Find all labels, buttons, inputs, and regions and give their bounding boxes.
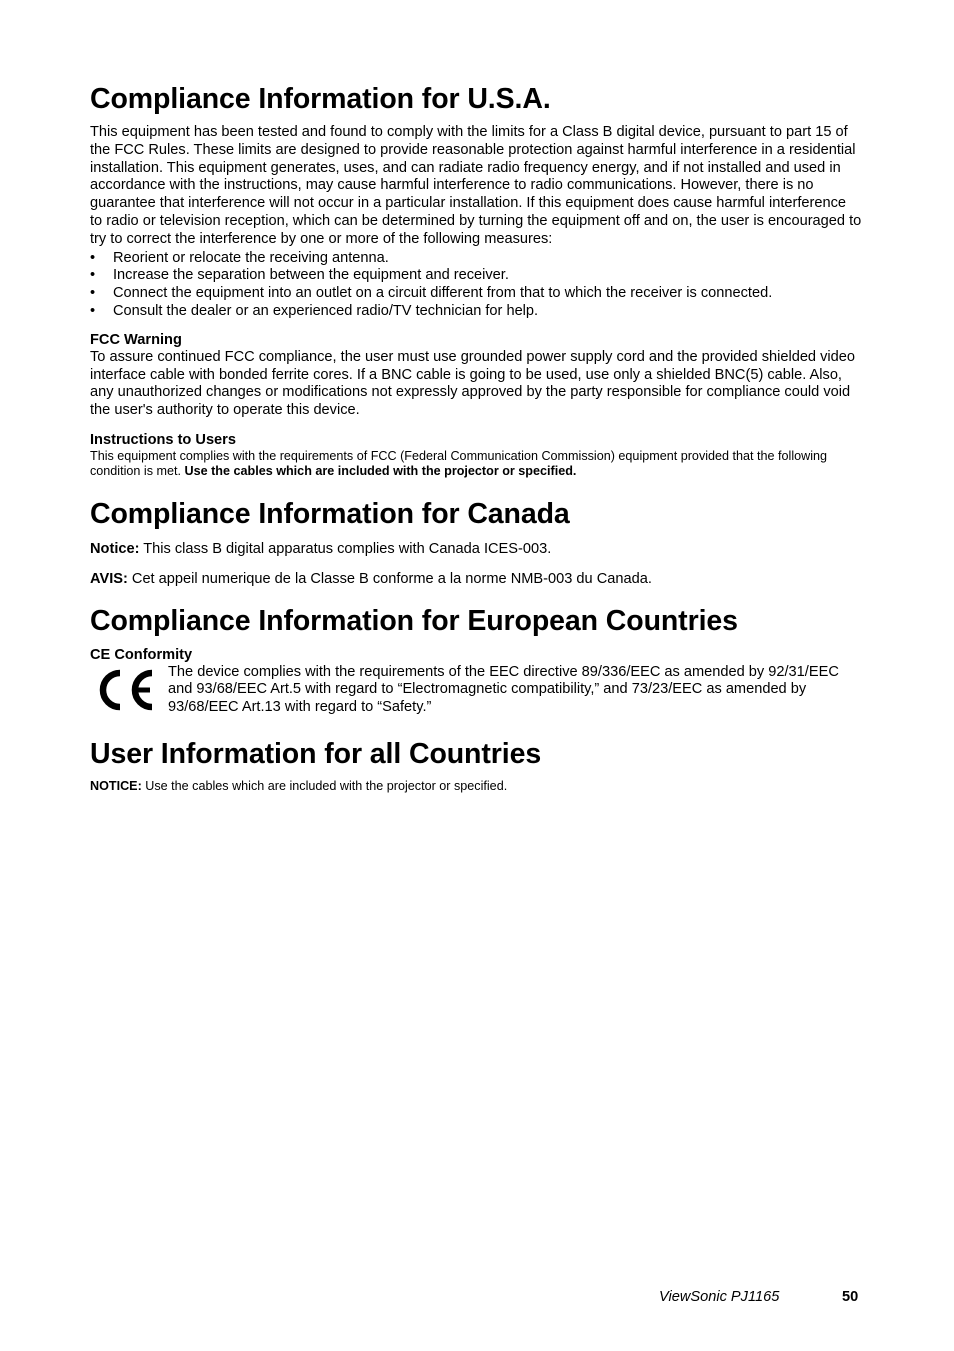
ce-conformity-paragraph: The device complies with the requirements of the EEC directive 89/336/EEC as amended by 92/31/EEC and 93/68/EEC Art.5 with regard to “Electromagnetic compatibility,” and 73/23/EEC as amended by 93/68/EEC Art.13 with regard to “Safety.” [168, 663, 839, 716]
ce-conformity-block [90, 664, 862, 718]
heading-canada: Compliance Information for Canada [90, 497, 570, 530]
ce-conformity-heading: CE Conformity [90, 646, 193, 663]
usa-measures-list [90, 250, 862, 321]
instructions-bold-text: Use the cables which are included with the projector or specified. [184, 464, 577, 479]
instructions-paragraph: This equipment complies with the requirements of FCC (Federal Communication Commission) equipment provided that the following condition is met. Use the cables which are included with the projector or specified. [90, 448, 828, 479]
list-item: • Increase the separation between the equipment and receiver. [90, 267, 509, 284]
usa-intro-paragraph: This equipment has been tested and found to comply with the limits for a Class B digital device, pursuant to part 15 of the FCC Rules. These limits are designed to provide reasonable protection against harmful interference in a residential installation. This equipment generates, uses, and can radiate radio frequency energy, and if not installed and used in accordance with the instructions, may cause harmful interference to radio communications. However, there is no guarantee that interference will not occur in a particular installation. If this equipment does cause harmful interference to radio or television reception, which can be determined by turning the equipment off and on, the user is encouraged to try to correct the interference by one or more of the following measures: [90, 124, 862, 247]
list-item: • Reorient or relocate the receiving antenna. [90, 249, 389, 266]
bullet-icon: • [90, 267, 96, 284]
canada-avis: AVIS: Cet appeil numerique de la Classe B conforme a la norme NMB-003 du Canada. [90, 570, 652, 587]
heading-usa: Compliance Information for U.S.A. [90, 83, 551, 115]
ce-mark-icon [92, 666, 156, 714]
fcc-warning-paragraph: To assure continued FCC compliance, the user must use grounded power supply cord and the provided shielded video interface cable with bonded ferrite cores. If a BNC cable is going to be used, use only a shielded BNC(5) cable. Also, any unauthorized changes or modifications not expressly approved by the party responsible for compliance could void the user's authority to operate this device. [90, 348, 855, 419]
all-countries-notice: NOTICE: Use the cables which are included with the projector or specified. [90, 778, 508, 793]
heading-all-countries: User Information for all Countries [90, 737, 542, 770]
page-footer [0, 1289, 954, 1309]
footer-brand: ViewSonic PJ1165 [659, 1289, 780, 1305]
list-item: • Connect the equipment into an outlet on a circuit different from that to which the receiver is connected. [90, 285, 773, 302]
instructions-heading: Instructions to Users [90, 431, 236, 448]
bullet-icon: • [90, 302, 96, 319]
document-page [90, 82, 862, 794]
list-item: • Consult the dealer or an experienced radio/TV technician for help. [90, 302, 539, 319]
heading-europe: Compliance Information for European Countries [90, 604, 738, 637]
bullet-icon: • [90, 249, 96, 266]
canada-notice: Notice: This class B digital apparatus complies with Canada ICES-003. [90, 540, 552, 557]
page-number: 50 [842, 1289, 859, 1305]
bullet-icon: • [90, 285, 96, 302]
fcc-warning-heading: FCC Warning [90, 331, 182, 348]
